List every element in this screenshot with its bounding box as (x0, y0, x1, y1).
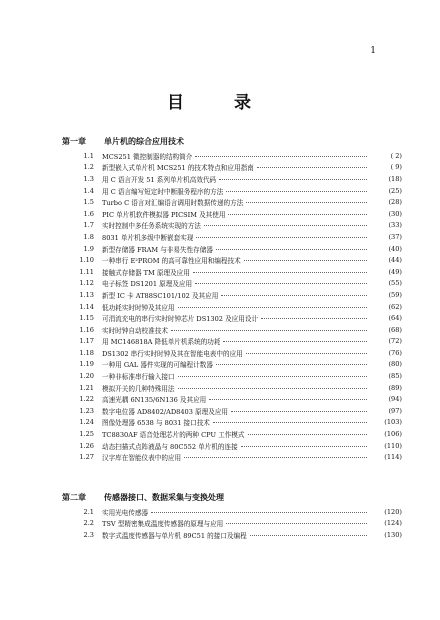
dot-leader (178, 375, 367, 377)
entry-page: ( 9) (390, 163, 402, 172)
dot-leader (193, 271, 367, 273)
chapter-title: 传感器接口、数据采集与变换处理 (104, 493, 224, 502)
entry-title: Turbo C 语言对汇编语言调用时数据传递的方法 (102, 199, 244, 208)
entry-number: 1.23 (79, 406, 94, 415)
toc-entry-list (66, 150, 402, 463)
dot-leader (231, 410, 367, 412)
dot-leader (178, 306, 367, 308)
entry-number: 1.20 (79, 372, 94, 381)
toc-entry[interactable] (66, 278, 402, 290)
toc-entry[interactable] (66, 518, 402, 530)
toc-entry[interactable] (66, 312, 402, 324)
entry-title: DS1302 串行实时时钟及其在智能电表中的应用 (102, 349, 243, 358)
entry-title: 新型嵌入式单片机 MCS251 的技术特点和应用指南 (102, 164, 254, 173)
entry-number: 1.15 (79, 314, 94, 323)
dot-leader (226, 522, 367, 524)
entry-title: TSV 型精密集成温度传感器的原理与应用 (102, 520, 224, 529)
entry-title: 接触式存储器 TM 原理及应用 (102, 268, 190, 277)
entry-page: (85) (388, 372, 402, 381)
dot-leader (223, 340, 367, 342)
entry-number: 1.2 (83, 163, 94, 172)
entry-page: (72) (388, 337, 402, 346)
entry-page: (37) (388, 232, 402, 241)
entry-number: 1.4 (83, 186, 94, 195)
entry-number: 1.10 (79, 256, 94, 265)
toc-entry[interactable] (66, 440, 402, 452)
toc-entry[interactable] (66, 301, 402, 313)
dot-leader (209, 398, 367, 400)
dot-leader (228, 213, 367, 215)
toc-entry[interactable] (66, 254, 402, 266)
toc-entry[interactable] (66, 347, 402, 359)
dot-leader (226, 190, 367, 192)
entry-title: 模拟开关的几种特殊用法 (102, 384, 175, 393)
entry-title: 新型 IC 卡 AT88SC101/102 及其应用 (102, 291, 219, 300)
entry-title: 高速光耦 6N135/6N136 及其应用 (102, 396, 207, 405)
entry-number: 2.3 (83, 530, 94, 539)
dot-leader (257, 166, 367, 168)
entry-page: (106) (384, 430, 402, 439)
entry-page: (40) (388, 244, 402, 253)
dot-leader (195, 282, 367, 284)
entry-page: (25) (388, 186, 402, 195)
dot-leader (248, 433, 368, 435)
entry-number: 1.22 (79, 395, 94, 404)
entry-page: (18) (388, 174, 402, 183)
entry-number: 1.9 (83, 244, 94, 253)
entry-title: 一种用 GAL 器件实现的可编程计数器 (102, 361, 213, 370)
dot-leader (213, 421, 367, 423)
toc-entry-list (66, 506, 402, 541)
entry-page: (94) (388, 395, 402, 404)
toc-entry[interactable] (66, 529, 402, 541)
entry-title: 一种串行 E²PROM 的高可靠性应用和编程技术 (102, 257, 241, 266)
entry-page: (30) (388, 209, 402, 218)
entry-number: 1.1 (83, 151, 94, 160)
dot-leader (241, 445, 367, 447)
entry-number: 1.26 (79, 441, 94, 450)
dot-leader (196, 236, 367, 238)
entry-number: 1.18 (79, 348, 94, 357)
dot-leader (195, 155, 367, 157)
chapter-heading (62, 492, 404, 503)
chapter-heading (62, 136, 404, 147)
entry-title: 汉字库在智能仪表中的应用 (102, 454, 182, 463)
entry-title: MCS251 微控制器的结构简介 (102, 152, 193, 161)
entry-title: 新型存储器 FRAM 与非易失性存储器 (102, 245, 213, 254)
entry-page: (120) (384, 507, 402, 516)
entry-title: 用 MC146818A 降低单片机系统的功耗 (102, 338, 221, 347)
entry-page: (28) (388, 198, 402, 207)
dot-leader (246, 352, 367, 354)
toc-entry[interactable] (66, 382, 402, 394)
entry-page: ( 2) (390, 151, 402, 160)
dot-leader (204, 224, 367, 226)
entry-number: 1.21 (79, 383, 94, 392)
toc-entry[interactable] (66, 243, 402, 255)
chapter-number: 第一章 (62, 137, 86, 146)
entry-number: 1.14 (79, 302, 94, 311)
entry-number: 1.19 (79, 360, 94, 369)
toc-entry[interactable] (66, 266, 402, 278)
entry-number: 1.24 (79, 418, 94, 427)
entry-number: 2.2 (83, 519, 94, 528)
entry-page: (130) (384, 530, 402, 539)
entry-page: (124) (384, 519, 402, 528)
entry-page: (59) (388, 290, 402, 299)
entry-title: 实时时钟自动校准技术 (102, 326, 168, 335)
entry-page: (103) (384, 418, 402, 427)
entry-page: (68) (388, 325, 402, 334)
toc-entry[interactable] (66, 405, 402, 417)
entry-page: (33) (388, 221, 402, 230)
entry-page: (97) (388, 406, 402, 415)
entry-title: 实用光电传感器 (102, 508, 149, 517)
entry-page: (44) (388, 256, 402, 265)
entry-title: 数字电位器 AD8402/AD8403 原理及应用 (102, 407, 229, 416)
entry-page: (114) (384, 453, 402, 462)
entry-title: 用 C 语言编写短定时中断服务程序的方法 (102, 187, 224, 196)
dot-leader (250, 534, 367, 536)
entry-number: 1.8 (83, 232, 94, 241)
entry-number: 1.27 (79, 453, 94, 462)
dot-leader (216, 363, 367, 365)
toc-entry[interactable] (66, 231, 402, 243)
entry-title: 用 C 语言开发 51 系列单片机高效代码 (102, 175, 217, 184)
toc-entry[interactable] (66, 506, 402, 518)
entry-title: TC8830AF 语音处理芯片的两种 CPU 工作模式 (102, 431, 245, 440)
page-title: 目 录 (167, 93, 273, 113)
entry-page: (89) (388, 383, 402, 392)
entry-page: (62) (388, 302, 402, 311)
entry-page: (110) (384, 441, 402, 450)
toc-entry[interactable] (66, 370, 402, 382)
page-number: 1 (370, 46, 376, 56)
toc-entry[interactable] (66, 220, 402, 232)
dot-leader (219, 178, 367, 180)
dot-leader (151, 511, 367, 513)
dot-leader (216, 248, 367, 250)
entry-title: 可涓流充电的串行实时时钟芯片 DS1302 及应用设计 (102, 315, 259, 324)
entry-number: 1.25 (79, 430, 94, 439)
dot-leader (171, 329, 367, 331)
dot-leader (221, 294, 367, 296)
chapter-title: 单片机的综合应用技术 (104, 137, 184, 146)
entry-number: 1.16 (79, 325, 94, 334)
entry-title: 低功耗实时时钟及其应用 (102, 303, 175, 312)
entry-number: 2.1 (83, 507, 94, 516)
dot-leader (246, 201, 367, 203)
entry-number: 1.7 (83, 221, 94, 230)
dot-leader (244, 259, 367, 261)
chapter-number: 第二章 (62, 493, 86, 502)
dot-leader (261, 317, 367, 319)
toc-entry[interactable] (66, 150, 402, 162)
toc-entry[interactable] (66, 162, 402, 174)
entry-number: 1.12 (79, 279, 94, 288)
entry-page: (49) (388, 267, 402, 276)
toc-entry[interactable] (66, 208, 402, 220)
entry-page: (80) (388, 360, 402, 369)
toc-entry[interactable] (66, 196, 402, 208)
toc-entry[interactable] (66, 289, 402, 301)
entry-number: 1.5 (83, 198, 94, 207)
toc-entry[interactable] (66, 359, 402, 371)
toc-entry[interactable] (66, 336, 402, 348)
entry-title: 动态扫描式点阵液晶与 80C552 单片机的连接 (102, 442, 238, 451)
toc-entry[interactable] (66, 428, 402, 440)
entry-page: (55) (388, 279, 402, 288)
entry-number: 1.17 (79, 337, 94, 346)
toc-entry[interactable] (66, 417, 402, 429)
entry-number: 1.11 (79, 267, 94, 276)
entry-title: 实时控制中多任务系统实现的方法 (102, 222, 201, 231)
dot-leader (178, 387, 367, 389)
entry-title: PIC 单片机软件模拟器 PICSIM 及其使用 (102, 210, 226, 219)
entry-number: 1.6 (83, 209, 94, 218)
dot-leader (184, 456, 367, 458)
toc-entry[interactable] (66, 324, 402, 336)
toc-entry[interactable] (66, 173, 402, 185)
entry-title: 数字式温度传感器与单片机 89C51 的接口及编程 (102, 531, 247, 540)
entry-title: 8031 单片机多级中断嵌套实现 (102, 233, 194, 242)
toc-entry[interactable] (66, 451, 402, 463)
entry-page: (76) (388, 348, 402, 357)
entry-title: 图像处理器 6538 与 8031 接口技术 (102, 419, 210, 428)
entry-title: 电子标签 DS1201 原理及应用 (102, 280, 193, 289)
entry-title: 一种非标准串行输入接口 (102, 373, 175, 382)
entry-number: 1.3 (83, 174, 94, 183)
entry-number: 1.13 (79, 290, 94, 299)
toc-entry[interactable] (66, 185, 402, 197)
entry-page: (64) (388, 314, 402, 323)
toc-entry[interactable] (66, 393, 402, 405)
